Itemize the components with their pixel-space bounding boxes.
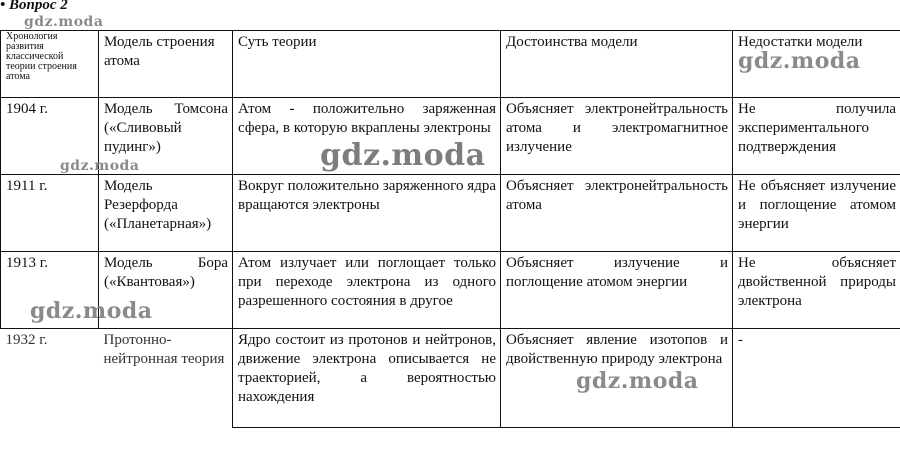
watermark: gdz.moda xyxy=(24,14,104,30)
watermark: gdz.moda xyxy=(576,368,699,394)
cell-year: 1911 г. xyxy=(1,175,99,252)
header-chronology: Хронология развития классической теории строения атома xyxy=(1,31,99,98)
cell-year: 1904 г. xyxy=(1,98,99,175)
watermark: gdz.moda xyxy=(60,158,140,174)
cell-essence: Атом - положительно заряженная сфера, в которую вкраплены электроны xyxy=(233,98,501,175)
cell-disadvantages: - xyxy=(733,329,900,428)
page-title: • Вопрос 2 xyxy=(0,0,68,13)
atom-theory-table xyxy=(0,30,900,428)
header-disadvantages: Недостатки модели xyxy=(733,31,900,98)
cell-essence: Вокруг положительно заряженного ядра вращаются электроны xyxy=(233,175,501,252)
cell-model: Протонно-нейтронная теория xyxy=(99,329,233,428)
cell-year: 1913 г. xyxy=(1,252,99,329)
cell-year: 1932 г. xyxy=(1,329,99,428)
cell-disadvantages: Не получила экспериментального подтверждения xyxy=(733,98,900,175)
watermark: gdz.moda xyxy=(738,48,861,74)
header-model: Модель строения атома xyxy=(99,31,233,98)
cell-disadvantages: Не объясняет излучение и поглощение атомом энергии xyxy=(733,175,900,252)
cell-disadvantages: Не объясняет двойственной природы электрона xyxy=(733,252,900,329)
watermark: gdz.moda xyxy=(30,298,153,324)
header-essence: Суть теории xyxy=(233,31,501,98)
watermark: gdz.moda xyxy=(320,138,486,173)
table-row xyxy=(1,175,900,252)
cell-essence: Ядро состоит из протонов и нейтронов, движение электрона описывается не траекторией, а вероятностью нахождения xyxy=(233,329,501,428)
cell-advantages: Объясняет электронейтральность атома и электромагнитное излучение xyxy=(501,98,733,175)
table-row xyxy=(1,329,900,428)
cell-essence: Атом излучает или поглощает только при переходе электрона из одного разрешенного состояния в другое xyxy=(233,252,501,329)
cell-model: Модель Резерфорда («Планетарная») xyxy=(99,175,233,252)
cell-model: Модель Бора («Квантовая») xyxy=(99,252,233,329)
cell-model: Модель Томсона («Сливовый пудинг») xyxy=(99,98,233,175)
cell-advantages: Объясняет излучение и поглощение атомом энергии xyxy=(501,252,733,329)
cell-advantages: Объясняет явление изотопов и двойственную природу электрона xyxy=(501,329,733,428)
header-advantages: Достоинства модели xyxy=(501,31,733,98)
cell-advantages: Объясняет электронейтральность атома xyxy=(501,175,733,252)
